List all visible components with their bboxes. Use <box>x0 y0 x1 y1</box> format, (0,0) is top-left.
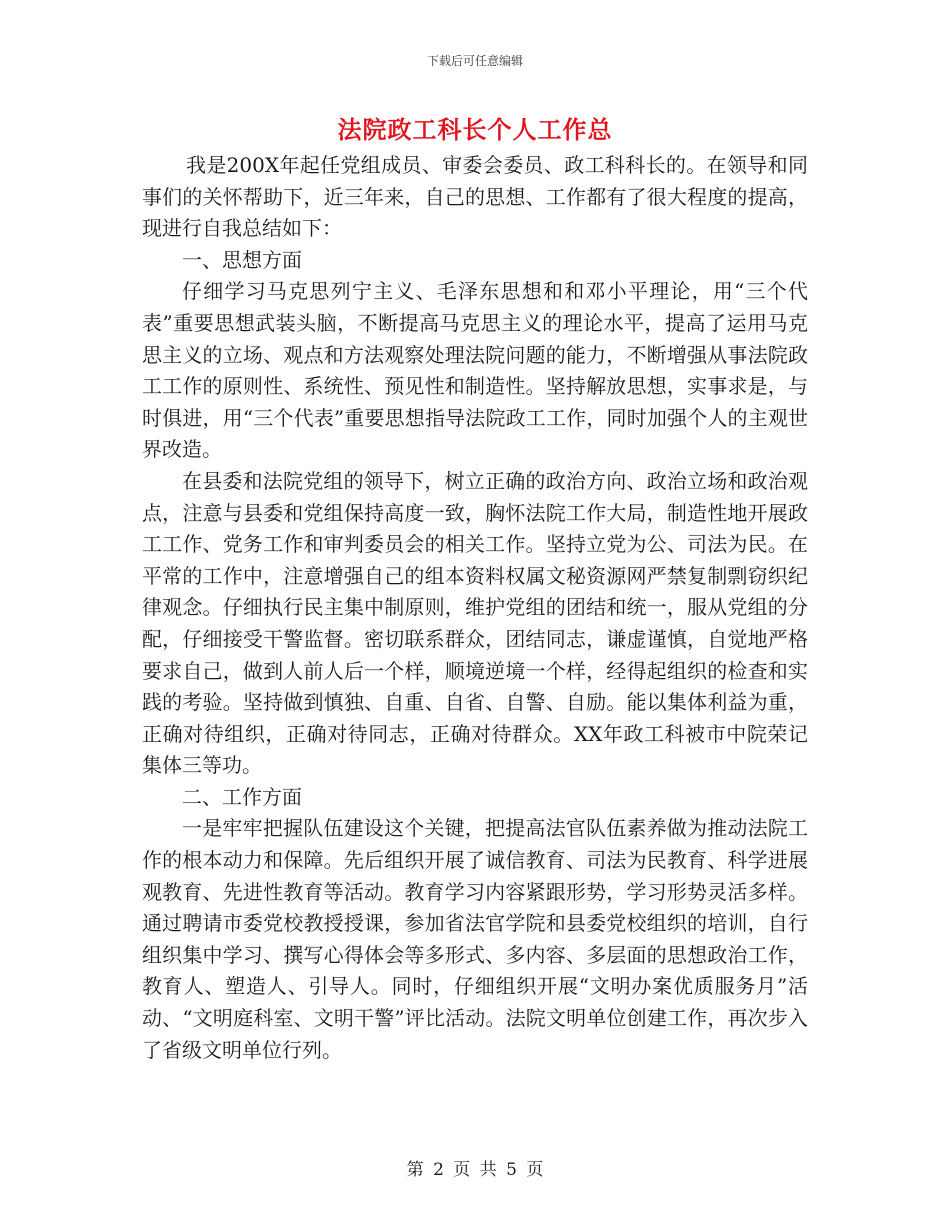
body-paragraph: 仔细学习马克思列宁主义、毛泽东思想和和邓小平理论，用“三个代表”重要思想武装头脑，不断提高马克思主义的理论水平，提高了运用马克思主义的立场、观点和方法观察处理法院问题的能力，不断增强从事法院政工工作的原则性、系统性、预见性和制造性。坚持解放思想，实事求是，与时俱进，用“三个代表”重要思想指导法院政工工作，同时加强个人的主观世界改造。 <box>142 279 808 462</box>
section-heading-thought: 一、思想方面 <box>182 247 302 272</box>
body-paragraph: 一是牢牢把握队伍建设这个关键，把提高法官队伍素养做为推动法院工作的根本动力和保障。先后组织开展了诚信教育、司法为民教育、科学进展观教育、先进性教育等活动。教育学习内容紧跟形势，学习形势灵活多样。通过聘请市委党校教授授课，参加省法官学院和县委党校组织的培训，自行组织集中学习、撰写心得体会等多形式、多内容、多层面的思想政治工作，教育人、塑造人、引导人。同时，仔细组织开展“文明办案优质服务月”活动、“文明庭科室、文明干警”评比活动。法院文明单位创建工作，再次步入了省级文明单位行列。 <box>142 816 808 1062</box>
section-heading-work: 二、工作方面 <box>182 784 302 809</box>
page-footer: 第 2 页 共 5 页 <box>406 1160 544 1180</box>
document-body <box>142 150 808 1066</box>
document-title: 法院政工科长个人工作总 <box>337 115 613 144</box>
page-header: 下载后可任意编辑 <box>426 54 523 68</box>
body-paragraph: 在县委和法院党组的领导下，树立正确的政治方向、政治立场和政治观点，注意与县委和党组保持高度一致，胸怀法院工作大局，制造性地开展政工工作、党务工作和审判委员会的相关工作。坚持立党为公、司法为民。在平常的工作中，注意增强自己的组本资料权属文秘资源网严禁复制剽窃织纪律观念。仔细执行民主集中制原则，维护党组的团结和统一，服从党组的分配，仔细接受干警监督。密切联系群众，团结同志，谦虚谨慎，自觉地严格要求自己，做到人前人后一个样，顺境逆境一个样，经得起组织的检查和实践的考验。坚持做到慎独、自重、自省、自警、自励。能以集体利益为重，正确对待组织，正确对待同志，正确对待群众。XX年政工科被市中院荣记集体三等功。 <box>142 468 808 778</box>
intro-paragraph: 我是200X年起任党组成员、审委会委员、政工科科长的。在领导和同事们的关怀帮助下，近三年来，自己的思想、工作都有了很大程度的提高，现进行自我总结如下： <box>142 153 808 241</box>
